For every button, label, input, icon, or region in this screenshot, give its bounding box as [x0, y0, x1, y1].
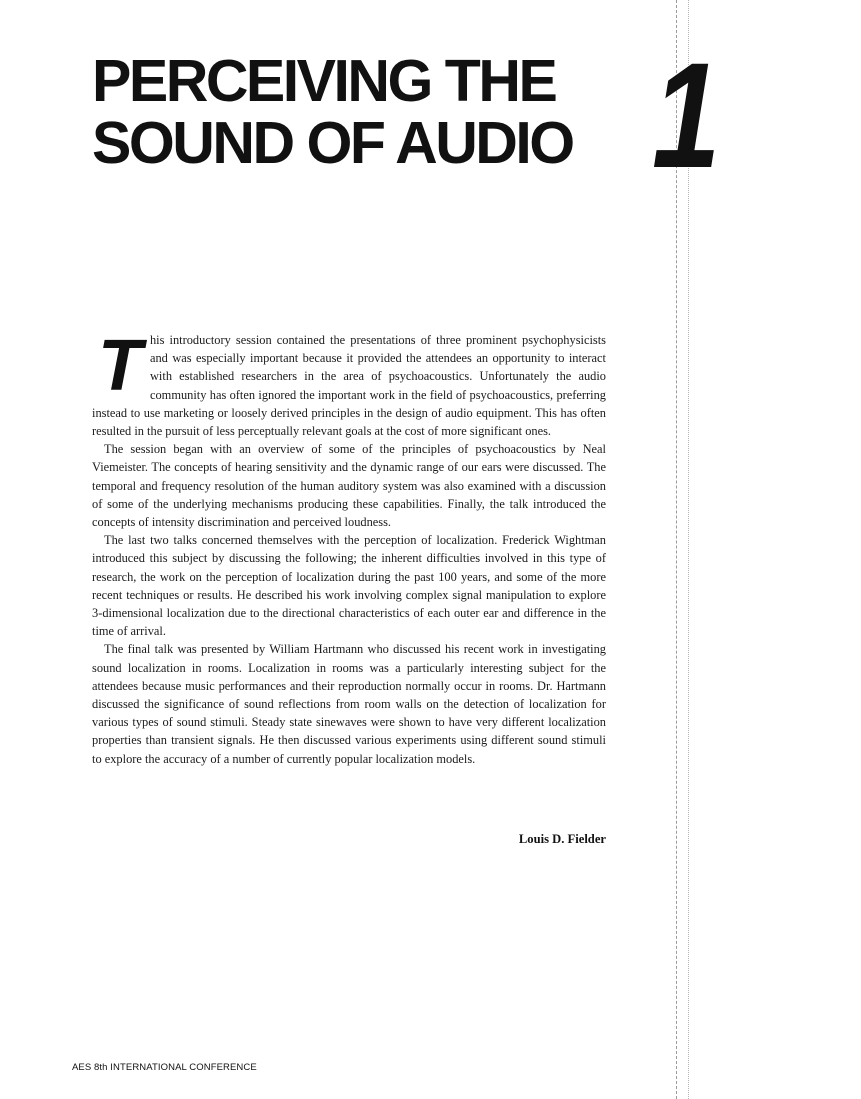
chapter-title-line-1: PERCEIVING THE: [92, 48, 556, 114]
paragraph: [92, 326, 606, 440]
chapter-title-line-2: SOUND OF AUDIO: [92, 110, 573, 176]
paragraph: The last two talks concerned themselves with the perception of localization. Frederick Wightman introduced this subject by discussing the following; the inherent difficulties involved in this type of research, the work on the perception of localization during the past 100 years, and some of the more recent techniques or results. He described his work involving complex signal manipulation to explore 3-dimensional localization due to the directional characteristics of each outer ear and difference in the time of arrival.: [92, 533, 606, 639]
paragraph-text: his introductory session contained the presentations of three prominent psychophysicists and was especially important because it provided the attendees an opportunity to interact with established researchers in the area of psychoacoustics. Unfortunately the audio community has often ignored the important work in the field of psychoacoustics, preferring instead to use marketing or loosely derived principles in the design of audio equipment. This has often resulted in the pursuit of less perceptually relevant goals at the cost of more significant ones.: [92, 333, 606, 439]
author-signature: Louis D. Fielder: [518, 832, 606, 846]
article-body: [92, 326, 606, 768]
paragraph: The final talk was presented by William Hartmann who discussed his recent work in investigating sound localization in rooms. Localization in rooms was a particularly interesting subject for the attendees because music performances and their reproduction normally occur in rooms. Dr. Hartmann discussed the significance of sound reflections from room walls on the detection of localization for various types of sound stimuli. Steady state sinewaves were shown to have very different localization properties than transient signals. He then discussed various experiments using different sound stimuli to explore the accuracy of a number of currently popular localization models.: [92, 642, 606, 766]
chapter-number: 1: [652, 31, 721, 199]
page-footer: AES 8th INTERNATIONAL CONFERENCE: [72, 1062, 257, 1073]
drop-cap: T: [98, 326, 142, 406]
chapter-title: [92, 50, 652, 174]
paragraph: The session began with an overview of some of the principles of psychoacoustics by Neal Viemeister. The concepts of hearing sensitivity and the dynamic range of our ears were discussed. The temporal and frequency resolution of the human auditory system was also examined with a discussion of some of the underlying mechanisms producing these capabilities. Finally, the talk introduced the concepts of intensity discrimination and perceived loudness.: [92, 442, 606, 530]
